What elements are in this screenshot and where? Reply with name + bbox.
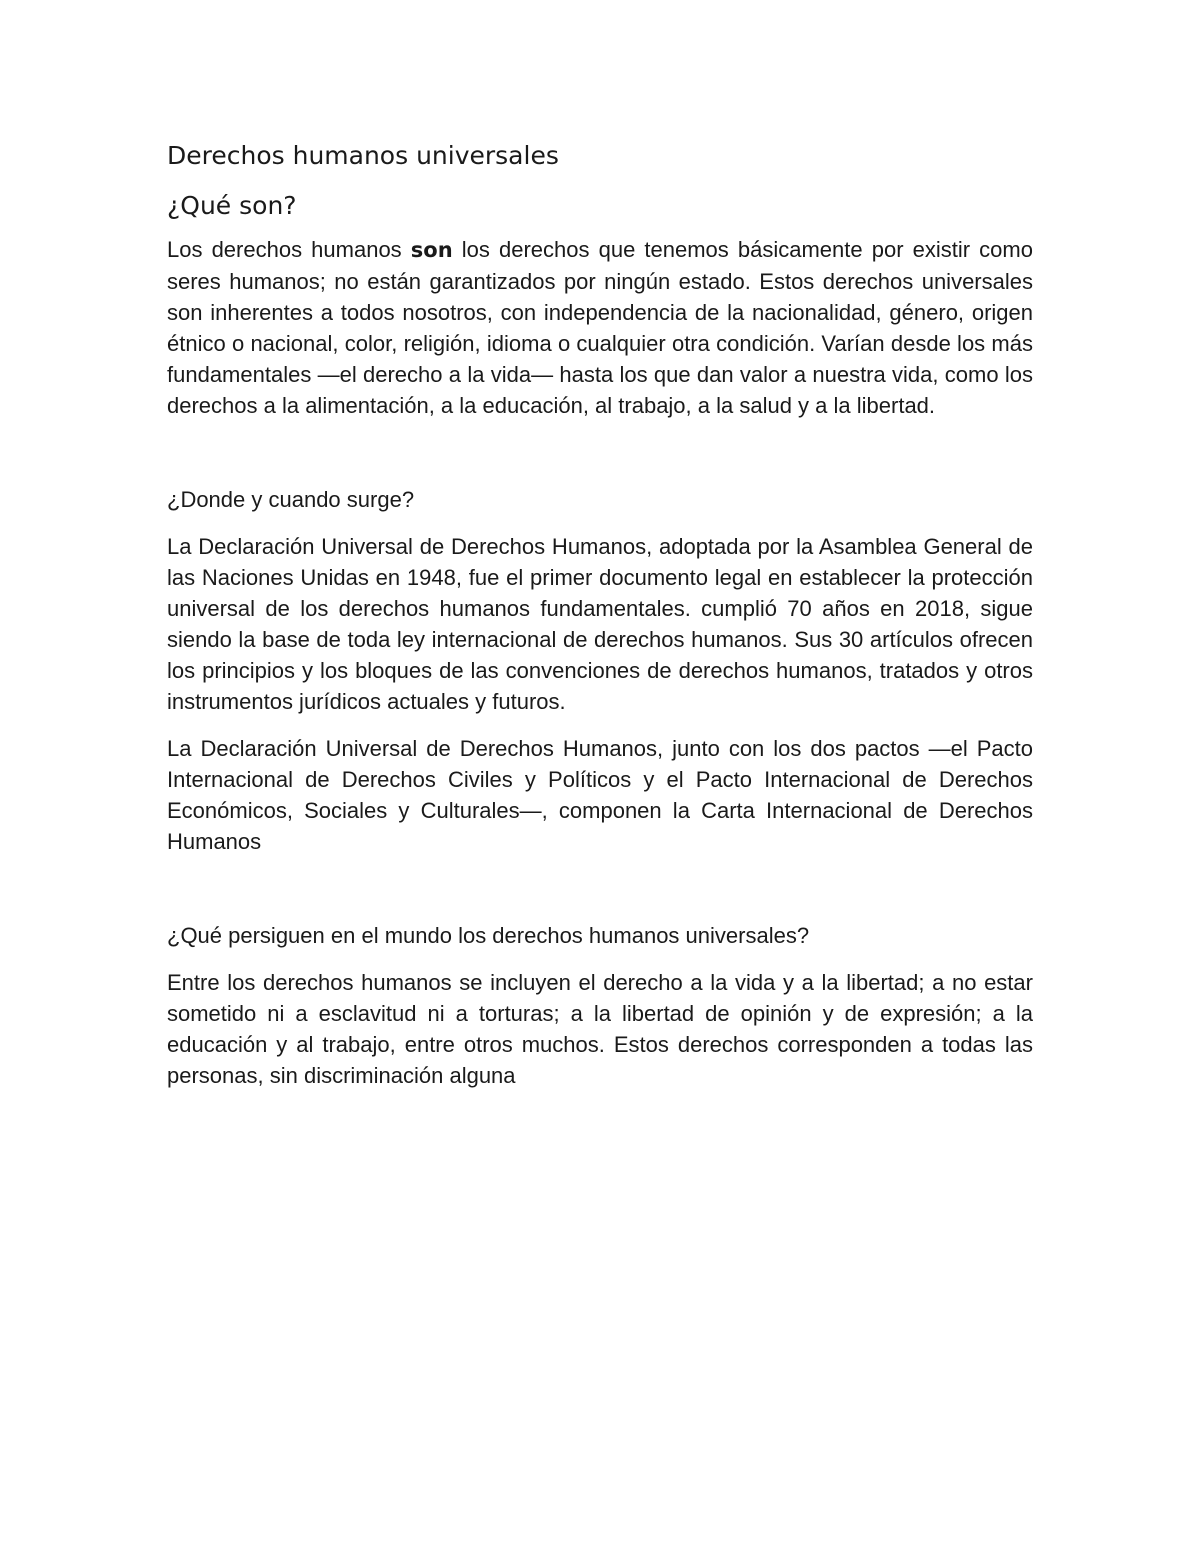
paragraph-declaracion: La Declaración Universal de Derechos Humanos, adoptada por la Asamblea General de las Naciones Unidas en 1948, fue el primer documento legal en establecer la protección universal de los derechos humanos fundamentales. cumplió 70 años en 2018, sigue siendo la base de toda ley internacional de derechos humanos. Sus 30 artículos ofrecen los principios y los bloques de las convenciones de derechos humanos, tratados y otros instrumentos jurídicos actuales y futuros. — [167, 534, 1033, 714]
paragraph-text: los derechos que tenemos básicamente por existir como seres humanos; no están garantizados por ningún estado. Estos derechos universales son inherentes a todos nosotros, con independencia de la nacionalidad, género, origen étnico o nacional, color, religión, idioma o cualquier otra condición. Varían desde los más fundamentales —el derecho a la vida— hasta los que dan valor a nuestra vida, como los derechos a la alimentación, a la educación, al trabajo, a la salud y a la libertad. — [167, 237, 1033, 418]
section-heading-que-son: ¿Qué son? — [167, 191, 297, 220]
spacer — [167, 437, 1033, 484]
paragraph-text: Los derechos humanos — [167, 237, 411, 262]
bold-word: son — [410, 238, 453, 262]
document-title: Derechos humanos universales — [167, 141, 559, 170]
section-heading-que-persiguen: ¿Qué persiguen en el mundo los derechos humanos universales? — [167, 923, 810, 948]
paragraph-carta-internacional: La Declaración Universal de Derechos Humanos, junto con los dos pactos —el Pacto Internacional de Derechos Civiles y Políticos y el Pacto Internacional de Derechos Económicos, Sociales y Culturales—, componen la Carta Internacional de Derechos Humanos — [167, 736, 1033, 854]
document-body — [167, 138, 1033, 1107]
paragraph-que-son — [167, 234, 1033, 421]
section-heading-donde-cuando: ¿Donde y cuando surge? — [167, 487, 415, 512]
paragraph-que-persiguen: Entre los derechos humanos se incluyen el derecho a la vida y a la libertad; a no estar sometido ni a esclavitud ni a torturas; a la libertad de opinión y de expresión; a la educación y al trabajo, entre otros muchos. Estos derechos corresponden a todas las personas, sin discriminación alguna — [167, 970, 1033, 1088]
spacer — [167, 873, 1033, 920]
